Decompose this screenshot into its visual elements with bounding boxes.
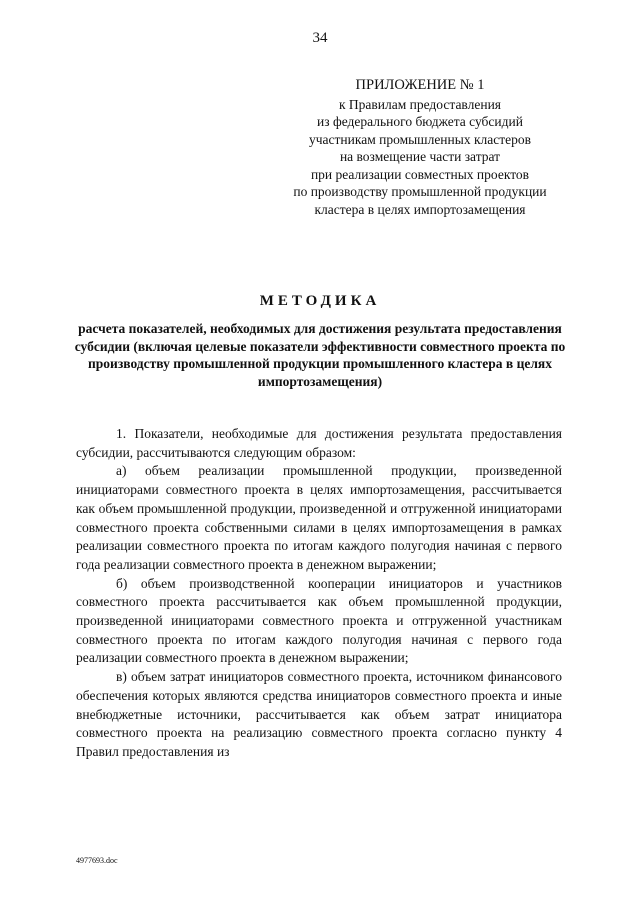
page-number: 34 xyxy=(312,30,328,46)
appendix-line: к Правилам предоставления xyxy=(338,96,502,112)
document-footer: 4977693.doc xyxy=(76,856,118,865)
appendix-line: на возмещение части затрат xyxy=(339,149,501,164)
method-subtitle: расчета показателей, необходимых для достижения результата предоставления субсидии (включая целевые показатели эффективности совместного проекта по производству промышленной продукции промышленного кластера в целях импортозамещения) xyxy=(74,321,566,389)
appendix-line: кластера в целях импортозамещения xyxy=(314,201,526,217)
appendix-line: по производству промышленной продукции xyxy=(293,184,547,199)
appendix-line: участникам промышленных кластеров xyxy=(308,131,532,147)
document-body xyxy=(76,425,562,762)
paragraph-1: 1. Показатели, необходимые для достижения результата предоставления субсидии, рассчитываются следующим образом: xyxy=(76,426,562,460)
appendix-header xyxy=(250,77,590,218)
paragraph-c: в) объем затрат инициаторов совместного проекта, источником финансового обеспечения которых являются средства инициаторов совместного проекта и иные внебюджетные источники, рассчитывается как объем затрат инициатора совместного проекта на реализацию совместного проекта согласно пункту 4 Правил предоставления из xyxy=(76,669,562,759)
appendix-title: ПРИЛОЖЕНИЕ № 1 xyxy=(355,77,485,93)
method-title: МЕТОДИКА xyxy=(259,293,381,309)
appendix-line: при реализации совместных проектов xyxy=(310,166,530,182)
paragraph-a: а) объем реализации промышленной продукции, произведенной инициаторами совместного проекта в целях импортозамещения, рассчитывается как объем промышленной продукции, произведенной и отгруженной инициаторами совместного проекта собственными силами в целях импортозамещения в рамках реализации совместного проекта по итогам каждого полугодия начиная с первого года реализации совместного проекта в денежном выражении; xyxy=(76,463,562,572)
paragraph-b: б) объем производственной кооперации инициаторов и участников совместного проекта рассчитывается как объем промышленной продукции, произведенной инициаторами совместного проекта и отгруженной участникам совместного проекта по итогам каждого полугодия начиная с первого года реализации совместного проекта в денежном выражении; xyxy=(76,575,562,666)
appendix-line: из федерального бюджета субсидий xyxy=(317,114,523,129)
